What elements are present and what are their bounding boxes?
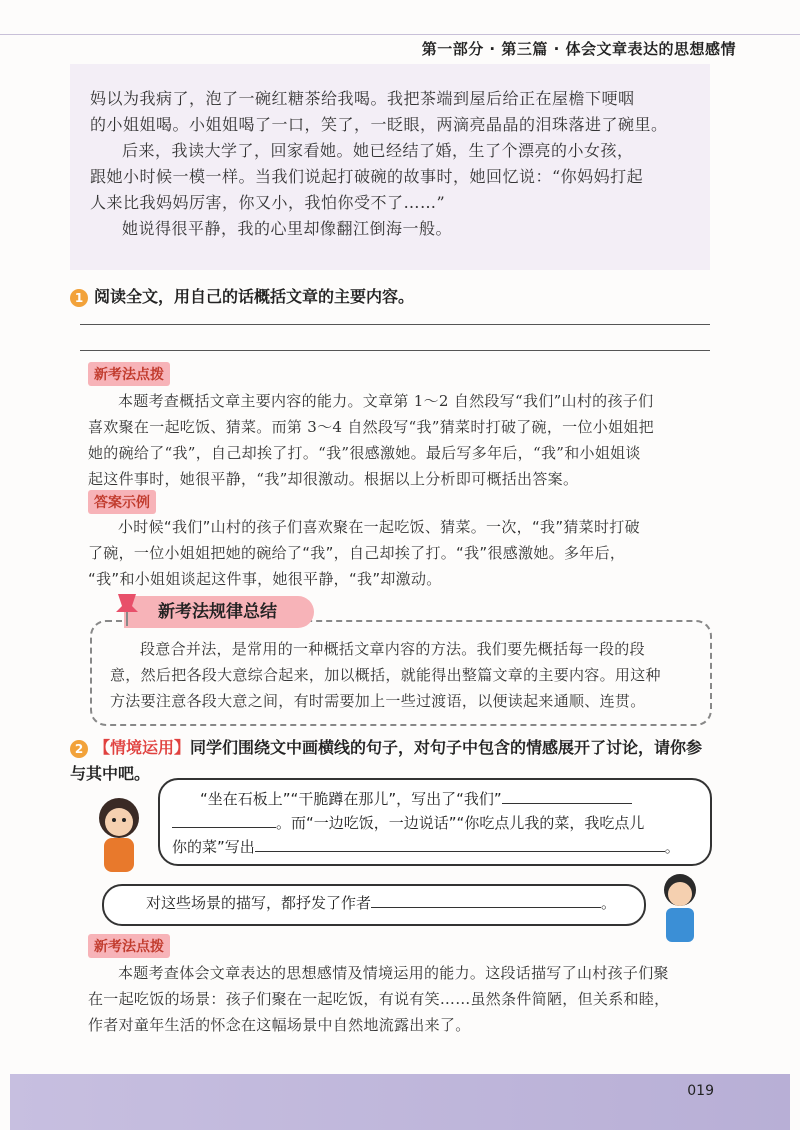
- page-number: 019: [687, 1083, 714, 1099]
- question-1: [70, 284, 414, 307]
- pushpin-icon: [112, 590, 142, 630]
- question-2-text: 同学们围绕文中画横线的句子，对句子中包含的情感展开了讨论，请你参: [190, 738, 703, 757]
- answer-line[interactable]: [80, 350, 710, 351]
- boy-avatar-icon: [650, 868, 710, 948]
- analysis-line: 喜欢聚在一起吃饭、猜菜。而第 3～4 自然段写“我”猜菜时打破了碗，一位小姐姐把: [88, 418, 654, 436]
- bubble-2-line: [146, 890, 616, 916]
- answer-line-text: “我”和小姐姐谈起这件事，她很平静，“我”却激动。: [88, 570, 442, 588]
- analysis-1-text: [88, 388, 708, 492]
- answer-example-tag: 答案示例: [88, 490, 156, 514]
- footer-band: [10, 1074, 790, 1130]
- story-line: 后来，我读大学了，回家看她。她已经结了婚，生了个漂亮的小女孩，: [122, 141, 634, 160]
- fill-blank[interactable]: [255, 851, 665, 852]
- analysis-line: 本题考查概括文章主要内容的能力。文章第 1～2 自然段写“我们”山村的孩子们: [118, 392, 654, 410]
- bubble-1-text: 。: [664, 838, 680, 856]
- analysis-line: 她的碗给了“我”，自己却挨了打。“我”很感激她。最后写多年后，“我”和小姐姐谈: [88, 444, 641, 462]
- story-excerpt-box: [70, 64, 710, 270]
- analysis-line: 本题考查体会文章表达的思想感情及情境运用的能力。这段话描写了山村孩子们聚: [118, 964, 669, 982]
- bubble-1-text: 。而“一边吃饭，一边说话”“你吃点儿我的菜，我吃点儿: [276, 814, 645, 832]
- girl-avatar-icon: [84, 790, 154, 880]
- analysis-2-text: [88, 960, 708, 1038]
- analysis-line: 作者对童年生活的怀念在这幅场景中自然地流露出来了。: [88, 1016, 471, 1034]
- analysis-tag: 新考法点拨: [88, 362, 170, 386]
- summary-title: 新考法规律总结: [124, 596, 314, 628]
- question-1-text: 阅读全文，用自己的话概括文章的主要内容。: [94, 287, 415, 306]
- bubble-2-text: 。: [601, 894, 617, 912]
- summary-line: 意，然后把各段大意综合起来，加以概括，就能得出整篇文章的主要内容。用这种: [110, 666, 661, 684]
- fill-blank[interactable]: [172, 827, 276, 828]
- bubble-1-line-2: [172, 810, 644, 836]
- summary-text: [110, 636, 700, 714]
- bubble-1-text: 你的菜”写出: [172, 838, 255, 856]
- bubble-1-text: “坐在石板上”“干脆蹲在那儿”，写出了“我们”: [200, 790, 502, 808]
- answer-line[interactable]: [80, 324, 710, 325]
- answer-example-text: [88, 514, 708, 592]
- story-line: 她说得很平静，我的心里却像翻江倒海一般。: [122, 219, 453, 238]
- story-line: 跟她小时候一模一样。当我们说起打破碗的故事时，她回忆说：“你妈妈打起: [90, 167, 644, 186]
- answer-line-text: 了碗，一位小姐姐把她的碗给了“我”，自己却挨了打。“我”很感激她。多年后，: [88, 544, 626, 562]
- story-line: 的小姐姐喝。小姐姐喝了一口，笑了，一眨眼，两滴亮晶晶的泪珠落进了碗里。: [90, 115, 668, 134]
- story-line: 妈以为我病了，泡了一碗红糖茶给我喝。我把茶端到屋后给正在屋檐下哽咽: [90, 89, 635, 108]
- story-line: 人来比我妈妈厉害，你又小，我怕你受不了……”: [90, 193, 446, 212]
- answer-line-text: 小时候“我们”山村的孩子们喜欢聚在一起吃饭、猜菜。一次，“我”猜菜时打破: [118, 518, 640, 536]
- question-number-badge: 1: [70, 289, 88, 307]
- bubble-2-text: 对这些场景的描写，都抒发了作者: [146, 894, 372, 912]
- bubble-1-line-1: [200, 786, 632, 812]
- fill-blank[interactable]: [502, 803, 632, 804]
- question-2-context-label: 【情境运用】: [94, 738, 191, 757]
- summary-line: 段意合并法，是常用的一种概括文章内容的方法。我们要先概括每一段的段: [140, 640, 645, 658]
- page-header-title: 第一部分 · 第三篇 · 体会文章表达的思想感情: [421, 40, 736, 58]
- bubble-1-line-3: [172, 834, 680, 860]
- summary-line: 方法要注意各段大意之间，有时需要加上一些过渡语，以便读起来通顺、连贯。: [110, 692, 646, 710]
- analysis-line: 起这件事时，她很平静，“我”却很激动。根据以上分析即可概括出答案。: [88, 470, 579, 488]
- question-2-text-cont: 与其中吧。: [70, 764, 151, 783]
- analysis-line: 在一起吃饭的场景：孩子们聚在一起吃饭，有说有笑……虽然条件简陋，但关系和睦，: [88, 990, 670, 1008]
- question-number-badge: 2: [70, 740, 88, 758]
- fill-blank[interactable]: [371, 907, 601, 908]
- analysis-tag: 新考法点拨: [88, 934, 170, 958]
